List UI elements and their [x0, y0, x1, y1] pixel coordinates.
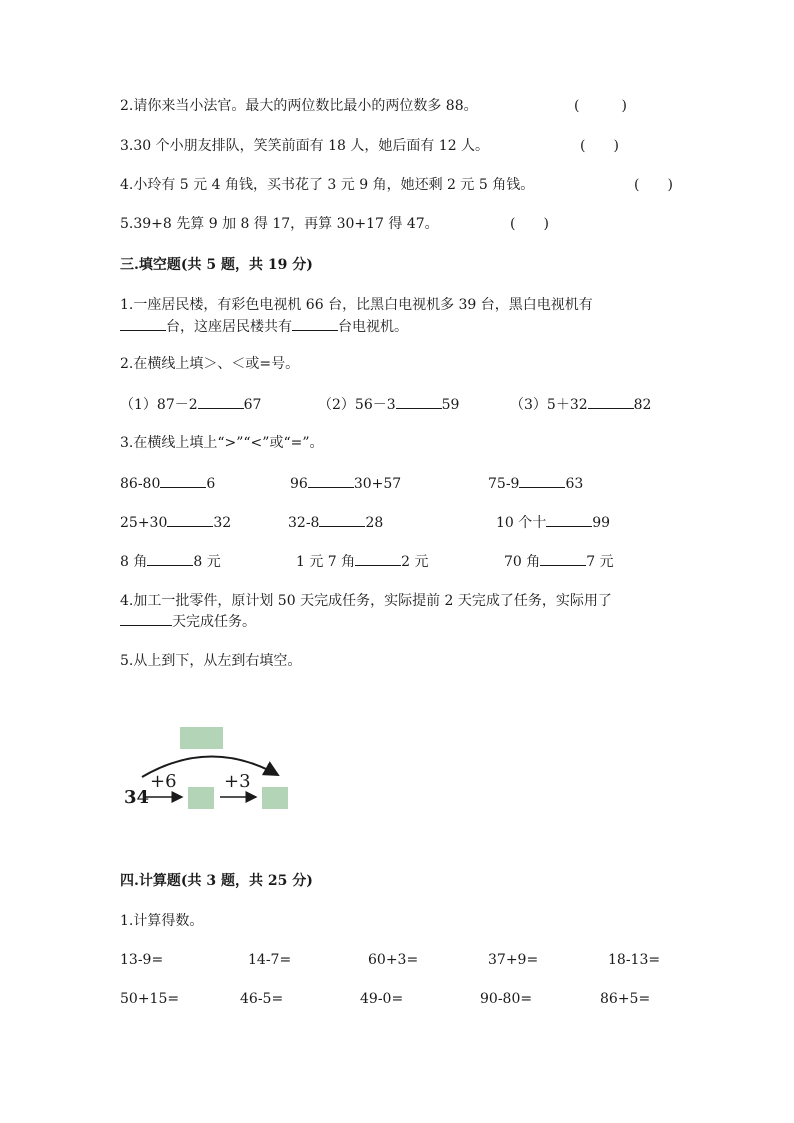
compare-item: 8 角 8 元 [120, 551, 221, 572]
calc-item: 50+15= [120, 991, 180, 1007]
answer-blank[interactable] [167, 512, 213, 527]
operation-plus-3: +3 [224, 771, 251, 792]
answer-blank[interactable] [120, 611, 172, 626]
fill-question-4-line1: 4.加工一批零件，原计划 50 天完成任务，实际提前 2 天完成了任务，实际用了 [120, 593, 612, 609]
answer-box-top[interactable] [180, 727, 223, 749]
answer-blank[interactable] [120, 316, 166, 331]
calc-item: 46-5= [240, 991, 284, 1007]
answer-blank[interactable] [396, 394, 442, 409]
answer-blank[interactable] [147, 551, 193, 566]
fill-question-1-line2: 台，这座居民楼共有 台电视机。 [120, 316, 408, 337]
compare-item: （1）87－2 67 [120, 394, 261, 415]
fill-question-5: 5.从上到下，从左到右填空。 [120, 653, 302, 669]
answer-paren[interactable]: ( ) [634, 177, 673, 193]
answer-blank[interactable] [519, 473, 565, 488]
start-number: 34 [124, 787, 150, 808]
answer-blank[interactable] [546, 512, 592, 527]
operation-plus-6: +6 [150, 771, 177, 792]
calc-item: 49-0= [360, 991, 404, 1007]
answer-blank[interactable] [319, 512, 365, 527]
answer-paren[interactable]: ( ) [574, 98, 627, 114]
judgement-item-3: 3.30 个小朋友排队，笑笑前面有 18 人，她后面有 12 人。 [120, 138, 490, 154]
calc-item: 18-13= [608, 952, 661, 968]
section-title: 四.计算题(共 3 题，共 25 分) [120, 873, 313, 889]
calc-item: 14-7= [248, 952, 292, 968]
calc-item: 37+9= [488, 952, 539, 968]
compare-item: 1 元 7 角 2 元 [296, 551, 429, 572]
answer-box-right[interactable] [262, 787, 288, 809]
answer-blank[interactable] [355, 551, 401, 566]
compare-item: 96 30+57 [290, 473, 401, 494]
answer-blank[interactable] [308, 473, 354, 488]
compare-item: 25+30 32 [120, 512, 231, 533]
calc-item: 60+3= [368, 952, 419, 968]
judgement-item-4: 4.小玲有 5 元 4 角钱，买书花了 3 元 9 角，她还剩 2 元 5 角钱。 [120, 177, 535, 193]
fill-question-4-line2: 天完成任务。 [120, 611, 256, 632]
answer-blank[interactable] [160, 473, 206, 488]
compare-item: 75-9 63 [488, 473, 583, 494]
fill-question-1-line1: 1.一座居民楼，有彩色电视机 66 台，比黑白电视机多 39 台，黑白电视机有 [120, 297, 593, 313]
answer-paren[interactable]: ( ) [510, 216, 549, 232]
compare-item: （2）56－3 59 [318, 394, 459, 415]
answer-box-middle[interactable] [188, 787, 214, 809]
fill-question-3: 3.在横线上填上“>”“<”或“=”。 [120, 435, 324, 451]
answer-blank[interactable] [540, 551, 586, 566]
calc-question-1: 1.计算得数。 [120, 913, 204, 929]
answer-paren[interactable]: ( ) [580, 138, 619, 154]
answer-blank[interactable] [198, 394, 244, 409]
judgement-item-5: 5.39+8 先算 9 加 8 得 17，再算 30+17 得 47。 [120, 216, 439, 232]
answer-blank[interactable] [588, 394, 634, 409]
calc-item: 86+5= [600, 991, 651, 1007]
compare-item: 86-80 6 [120, 473, 215, 494]
fill-question-2: 2.在横线上填＞、＜或=号。 [120, 356, 300, 372]
answer-blank[interactable] [292, 316, 338, 331]
compare-item: （3）5＋32 82 [510, 394, 651, 415]
compare-item: 70 角 7 元 [504, 551, 614, 572]
calc-item: 90-80= [480, 991, 533, 1007]
section-title: 三.填空题(共 5 题，共 19 分) [120, 257, 313, 273]
calc-item: 13-9= [120, 952, 164, 968]
arrow-diagram [110, 715, 310, 825]
compare-item: 32-8 28 [288, 512, 383, 533]
compare-item: 10 个十 99 [496, 512, 610, 533]
judgement-item-2: 2.请你来当小法官。最大的两位数比最小的两位数多 88。 [120, 98, 478, 114]
